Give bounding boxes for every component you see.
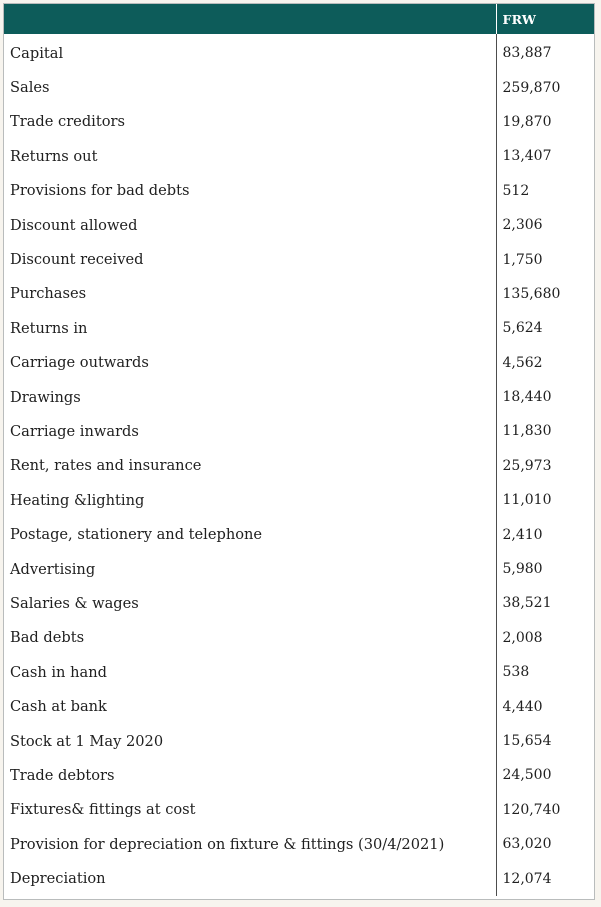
amount-cell: 13,407 <box>496 139 594 173</box>
amount-cell: 63,020 <box>496 827 594 861</box>
account-name-cell: Drawings <box>10 388 81 406</box>
table-row <box>4 346 594 380</box>
amount-cell: 512 <box>496 174 594 208</box>
table-row <box>4 861 594 895</box>
account-name-cell: Discount allowed <box>10 216 138 234</box>
table-row <box>4 793 594 827</box>
table-row <box>4 827 594 861</box>
table-row <box>4 586 594 620</box>
amount-cell: 4,562 <box>496 346 594 380</box>
amount-cell: 5,624 <box>496 311 594 345</box>
account-name-cell: Sales <box>10 79 50 97</box>
table-row <box>4 655 594 689</box>
table-row <box>4 621 594 655</box>
amount-cell: 135,680 <box>496 277 594 311</box>
table-row <box>4 105 594 139</box>
amount-cell: 259,870 <box>496 70 594 104</box>
account-name-cell: Returns in <box>10 319 88 337</box>
account-name-cell: Returns out <box>10 147 98 165</box>
amount-cell: 2,306 <box>496 208 594 242</box>
table-row <box>4 380 594 414</box>
accounts-table <box>4 4 594 896</box>
table-header <box>4 4 594 34</box>
table-row <box>4 139 594 173</box>
table-row <box>4 208 594 242</box>
header-currency-cell: FRW <box>496 4 594 34</box>
table-row <box>4 70 594 104</box>
account-name-cell: Cash at bank <box>10 698 107 716</box>
table-row <box>4 242 594 276</box>
account-name-cell: Trade debtors <box>10 766 115 784</box>
table-row <box>4 34 594 70</box>
header-row <box>4 4 594 34</box>
table-row <box>4 552 594 586</box>
amount-cell: 19,870 <box>496 105 594 139</box>
amount-cell: 120,740 <box>496 793 594 827</box>
account-name-cell: Carriage outwards <box>10 354 149 372</box>
account-name-cell: Stock at 1 May 2020 <box>10 732 164 750</box>
amount-cell: 38,521 <box>496 586 594 620</box>
amount-cell: 11,830 <box>496 414 594 448</box>
account-name-cell: Postage, stationery and telephone <box>10 526 263 544</box>
amount-cell: 2,008 <box>496 621 594 655</box>
amount-cell: 12,074 <box>496 861 594 895</box>
account-name-cell: Fixtures& fittings at cost <box>10 801 196 819</box>
account-name-cell: Rent, rates and insurance <box>10 457 202 475</box>
table-body <box>4 34 594 896</box>
table-row <box>4 449 594 483</box>
table-row <box>4 689 594 723</box>
table-row <box>4 724 594 758</box>
account-name-cell: Capital <box>10 44 64 62</box>
amount-cell: 2,410 <box>496 517 594 551</box>
account-name-cell: Cash in hand <box>10 663 107 681</box>
table-row <box>4 277 594 311</box>
account-name-cell: Heating &lighting <box>10 491 145 509</box>
table-row <box>4 758 594 792</box>
amount-cell: 18,440 <box>496 380 594 414</box>
account-name-cell: Trade creditors <box>10 113 125 131</box>
amount-cell: 83,887 <box>496 34 594 70</box>
account-name-cell: Bad debts <box>10 629 85 647</box>
account-name-cell: Depreciation <box>10 870 106 888</box>
account-name-cell: Provisions for bad debts <box>10 182 190 200</box>
amount-cell: 5,980 <box>496 552 594 586</box>
table-row <box>4 174 594 208</box>
trial-balance-sheet <box>3 3 595 900</box>
amount-cell: 11,010 <box>496 483 594 517</box>
amount-cell: 1,750 <box>496 242 594 276</box>
amount-cell: 15,654 <box>496 724 594 758</box>
account-name-cell: Salaries & wages <box>10 594 139 612</box>
amount-cell: 25,973 <box>496 449 594 483</box>
table-row <box>4 517 594 551</box>
table-row <box>4 483 594 517</box>
table-row <box>4 414 594 448</box>
table-row <box>4 311 594 345</box>
amount-cell: 4,440 <box>496 689 594 723</box>
account-name-cell: Provision for depreciation on fixture & fittings (30/4/2021) <box>10 835 445 853</box>
amount-cell: 538 <box>496 655 594 689</box>
amount-cell: 24,500 <box>496 758 594 792</box>
header-label-cell <box>4 4 496 34</box>
account-name-cell: Advertising <box>10 560 96 578</box>
account-name-cell: Discount received <box>10 251 144 269</box>
account-name-cell: Purchases <box>10 285 87 303</box>
account-name-cell: Carriage inwards <box>10 422 139 440</box>
